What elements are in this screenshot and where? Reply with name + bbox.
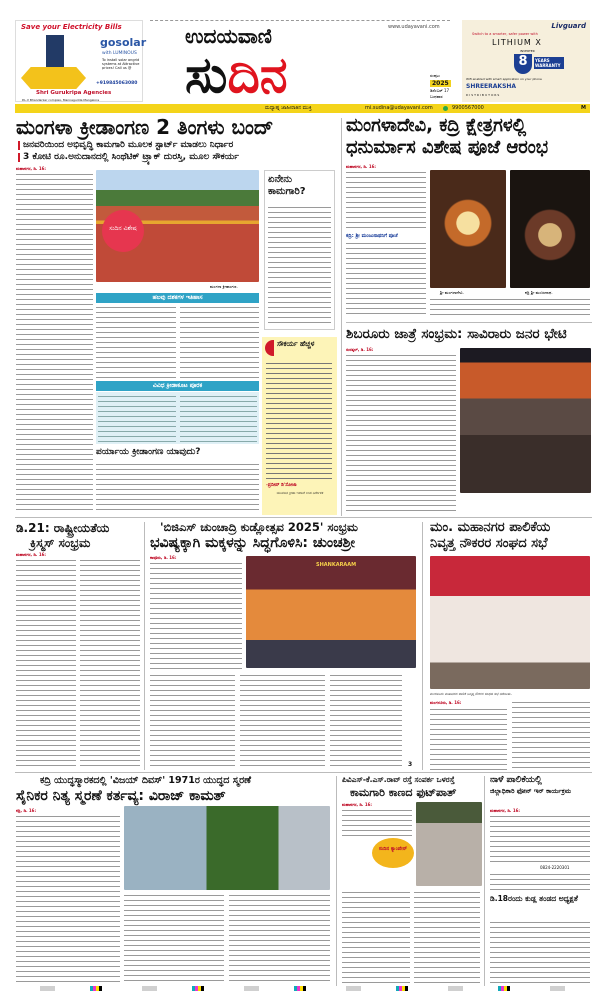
quote-role: ಯುವಜನ ಕ್ರೀಡಾ ಇಲಾಖೆ ಉಪ ನಿರ್ದೇಶಕ: [276, 491, 324, 495]
headline: ಡಿ.21: ರಾಷ್ಟ್ರೀಯತೆಯ: [16, 521, 110, 535]
section-heading: ಪರ್ಯಾಯ ಕ್ರೀಡಾಂಗಣ ಯಾವುದು?: [96, 447, 201, 457]
article-body: [346, 353, 456, 512]
dateline: ಮಹಾನಗರ, ಡಿ. 16:: [490, 808, 521, 813]
article-body: [16, 814, 120, 983]
ad-tagline: Switch to a smarter, safer power with: [472, 32, 538, 36]
warranty-text: YEARS WARRANTY: [534, 57, 564, 69]
headline: 'ಬಿಜಿಎಸ್ ಚುಂಚಾದ್ರಿ ಕುಡ್ಲೋತ್ಸವ 2025' ಸಂಭ್ರಮ: [160, 520, 358, 534]
box-title: ಏನೇನು ಕಾಮಗಾರಿ?: [268, 174, 306, 197]
headline: ಧನುರ್ಮಾಸ ವಿಶೇಷ ಪೂಜೆ ಆರಂಭ: [346, 137, 549, 158]
headline: ಭವಿಷ್ಯಕ್ಕಾಗಿ ಮಕ್ಕಳನ್ನು ಸಿದ್ಧಗೊಳಿಸಿ: ಚುಂಚಶ್ರೀ: [150, 535, 356, 551]
headline: ಪಿವಿಎಸ್-ಕೆ.ಎಸ್.ರಾವ್ ರಸ್ತೆ ಸಂಪರ್ಕ ಒಳರಸ್ತೆ: [342, 775, 455, 784]
whatsapp-icon: [443, 106, 448, 111]
article-body: [342, 890, 410, 983]
dateline: ಸುರತ್ಕಲ್, ಡಿ. 16:: [346, 347, 374, 352]
article-body: [16, 172, 93, 511]
dateline: ಮಹಾನಗರ, ಡಿ. 16:: [346, 164, 377, 169]
weekday: ಬುಧವಾರ: [430, 94, 443, 99]
masthead-red: ದಿನ: [227, 46, 288, 104]
column-divider: [336, 776, 337, 986]
divider: [15, 772, 592, 773]
photo-caption: ಮಂಗಳಾ ಕ್ರೀಡಾಂಗಣ.: [210, 284, 238, 289]
article-body: [414, 890, 480, 983]
inverter-image: [46, 35, 64, 67]
section-heading: ವಿವಿಧ ಕ್ರೀಡಾಕೂಟ ಪೂರಕ: [96, 381, 259, 391]
ad-note: Wifi enabled with smart application on your phone: [466, 77, 542, 81]
headline: ನಿವೃತ್ತ ನೌಕರರ ಸಂಘದ ಸಭೆ: [430, 536, 548, 551]
date: ಡಿಸೆಂಬರ್ 17: [430, 88, 450, 93]
meeting-photo: [430, 556, 590, 689]
section-body: [180, 394, 257, 442]
article-body: [490, 814, 590, 863]
column-divider: [484, 776, 485, 986]
mangaladevi-photo: [430, 170, 506, 288]
subheadline: ಜನವರಿಯಿಂದ ಅಭಿವೃದ್ಧಿ ಕಾಮಗಾರಿ ಮೂಲಕ ಸ್ಟಾರ್ಟ್ ಮಾಡಲು ನಿರ್ಧಾರ: [18, 141, 233, 150]
quote-author: -ಪ್ರದೀಪ್ ಡಿ'ಸೋಜಾ: [266, 483, 297, 488]
email[interactable]: mi.sudina@udayavani.com: [365, 105, 433, 111]
article-body: [124, 893, 224, 983]
dateline: ಮಂಗಳೂರು, ಡಿ. 16:: [430, 700, 462, 705]
article-body: [490, 920, 590, 983]
headline: ಡಿ.18ರಂದು ಕುಡ್ಲ ತಂಡದ ಅಧ್ಯಕ್ಷತೆ: [490, 894, 578, 903]
article-body: [346, 170, 426, 230]
masthead-logo: [185, 46, 288, 104]
dateline: ಮಹಾನಗರ, ಡಿ. 16:: [16, 552, 47, 557]
solar-panels-image: [21, 67, 86, 89]
article-body: [512, 700, 590, 770]
headline: ಜಿಲ್ಲಾಧಿಕಾರಿ ಫೋನ್ ಇನ್ ಕಾರ್ಯಕ್ರಮ: [490, 787, 572, 795]
article-body: [229, 893, 330, 983]
subheadline: 3 ಕೋಟಿ ರೂ.ಅನುದಾನದಲ್ಲಿ ಸಿಂಥೆಟಿಕ್ ಟ್ರ್ಯಾಕ್ ದುರಸ್ತಿ, ಮೂಲ ಸೌಕರ್ಯ: [18, 153, 239, 162]
ad-phone: +919845063080: [96, 81, 138, 86]
ad-brand-sub: with LUMINOUS: [102, 51, 137, 56]
phone-number: 0824-2220301: [540, 865, 570, 870]
dateline: ಮಹಾನಗರ, ಡಿ. 16:: [342, 802, 373, 807]
divider: [15, 517, 592, 518]
headline: ಕಾಮಗಾರಿ ಕಾಣದ ಫುಟ್‌ಪಾತ್: [350, 786, 457, 799]
article-body: [80, 558, 140, 769]
column-divider: [341, 118, 342, 516]
jatre-crowd-photo: [460, 348, 591, 493]
photo-caption: ಕದ್ರಿ ಶ್ರೀ ಮಂಜುನಾಥ.: [525, 290, 553, 295]
ad-left[interactable]: [15, 20, 147, 102]
quote-body: [266, 361, 332, 479]
phone: 9900567000: [452, 105, 484, 111]
article-body: [430, 707, 507, 770]
article-body: [490, 872, 590, 890]
masthead-topline: [150, 20, 450, 21]
ad-product: LITHIUM X: [492, 38, 542, 47]
section-heading: ಹಲವು ದಶಕಗಳ ಇತಿಹಾಸ: [96, 293, 259, 303]
section-body: [96, 462, 259, 511]
dateline: ಕಾವೂರು, ಡಿ. 16:: [150, 555, 177, 560]
quote-icon: [265, 340, 274, 356]
ad-dealer: SHREERAKSHA: [466, 83, 517, 90]
quote-box: [262, 337, 337, 515]
event-photo: [246, 556, 416, 668]
edition: M: [581, 105, 586, 111]
war-memorial-photo: [124, 806, 330, 890]
ad-headline: Save your Electricity Bills: [21, 23, 122, 31]
article-body: [430, 297, 590, 319]
ad-company: Shri Gurukripa Agencies: [36, 90, 112, 96]
volume-label: ಸಂಪುಟ: [430, 73, 440, 78]
section-body: [180, 305, 259, 379]
article-body: [16, 558, 76, 769]
section-body: [98, 394, 176, 442]
ad-brand: Livguard: [551, 22, 586, 30]
divider: [346, 322, 592, 323]
section-body: [96, 305, 176, 379]
article-body: [342, 808, 412, 836]
sudina-special-stamp: ಸುದಿನ ವಿಶೇಷ: [102, 210, 144, 252]
footpath-photo: [416, 802, 482, 886]
dateline: ಕದ್ರಿ, ಡಿ. 16:: [16, 808, 37, 813]
photo-caption: ಶ್ರೀ ಮಂಗಳಾದೇವಿ.: [440, 290, 464, 295]
ad-product-sub: INVERTER: [520, 49, 535, 53]
column-divider: [422, 522, 423, 770]
year-badge: 2025: [432, 80, 449, 87]
masthead-black: ಸು: [185, 46, 228, 104]
dateline: ಮಹಾನಗರ, ಡಿ. 16:: [16, 166, 47, 171]
ad-text: To install solar ongrid systems at Attractive prices! Call us @: [102, 58, 140, 71]
masthead-small: ಉದಯವಾಣಿ: [185, 24, 272, 48]
campaign-badge: ಸುದಿನ ಕ್ಯಾಂಪೇನ್: [372, 838, 414, 868]
headline: ಮಂಗಳಾ ಕ್ರೀಡಾಂಗಣ 2 ತಿಂಗಳು ಬಂದ್: [16, 115, 274, 139]
headline: ಕ್ರಿಸ್ಮಸ್ ಸಂಭ್ರಮ: [30, 536, 91, 550]
page-ref: 3: [408, 761, 413, 768]
article-body: [330, 673, 402, 769]
article-body: [240, 673, 325, 769]
headline: ನಾಳೆ ಪಾಲಿಕೆಯಲ್ಲಿ: [490, 775, 542, 785]
box-body: [268, 205, 331, 323]
article-body: [150, 673, 235, 769]
ad-address: P.L.V Bhandarkar complex, Mannagudda Mangalore: [22, 98, 100, 102]
headline: ಮಂಗಳಾದೇವಿ, ಕದ್ರಿ ಕ್ಷೇತ್ರಗಳಲ್ಲಿ: [346, 115, 527, 136]
header-bar: [15, 104, 590, 113]
registration-marks: [0, 986, 600, 991]
subheading: ಕದ್ರಿ: ಶ್ರೀ ಮಂಜುನಾಥನಿಗೆ ಪೂಜೆ: [346, 233, 398, 239]
event-banner: SHANKARAAM: [316, 562, 357, 568]
article-body: [346, 241, 426, 318]
warranty-shield-icon: 8: [514, 54, 532, 74]
headline: ಸೈನಿಕರ ನಿತ್ಯ ಸ್ಮರಣೆ ಕರ್ತವ್ಯ: ವಿರಾಜ್ ಕಾಮತ್: [16, 788, 226, 804]
ad-brand: gosolar: [100, 36, 147, 49]
ad-right[interactable]: [462, 20, 590, 102]
headline: ಶಿಬರೂರು ಜಾತ್ರೆ ಸಂಭ್ರಮ: ಸಾವಿರಾರು ಜನರ ಭೇಟಿ: [346, 326, 567, 342]
kadri-photo: [510, 170, 590, 288]
photo-caption: ಮಂಗಳೂರು ಮಹಾನಗರ ಪಾಲಿಕೆ ನಿವೃತ್ತ ನೌಕರರ ಸಂಘದ ಸಭೆ ನಡೆಯಿತು.: [430, 692, 512, 696]
website[interactable]: www.udayavani.com: [388, 24, 440, 30]
info-box: [264, 170, 335, 330]
article-body: [150, 561, 242, 670]
column-divider: [144, 522, 145, 770]
headline: ಕದ್ರಿ ಯುದ್ಧಸ್ಮಾರಕದಲ್ಲಿ 'ವಿಜಯ್ ದಿವಸ್' 1971ರ ಯುದ್ಧದ ಸ್ಮರಣೆ: [40, 775, 252, 786]
tagline: ಮಧ್ಯಾಹ್ನ ಜಾಹೀರಾತಿನ ಮುಕ್ತಿ: [265, 105, 312, 111]
headline: ಮಂ. ಮಹಾನಗರ ಪಾಲಿಕೆಯ: [430, 520, 551, 535]
ad-dealer-sub: DISTRIBUTORS: [466, 93, 501, 97]
quote-title: ಸೌಕರ್ಯ ಹೆಚ್ಚಳ: [277, 340, 315, 348]
